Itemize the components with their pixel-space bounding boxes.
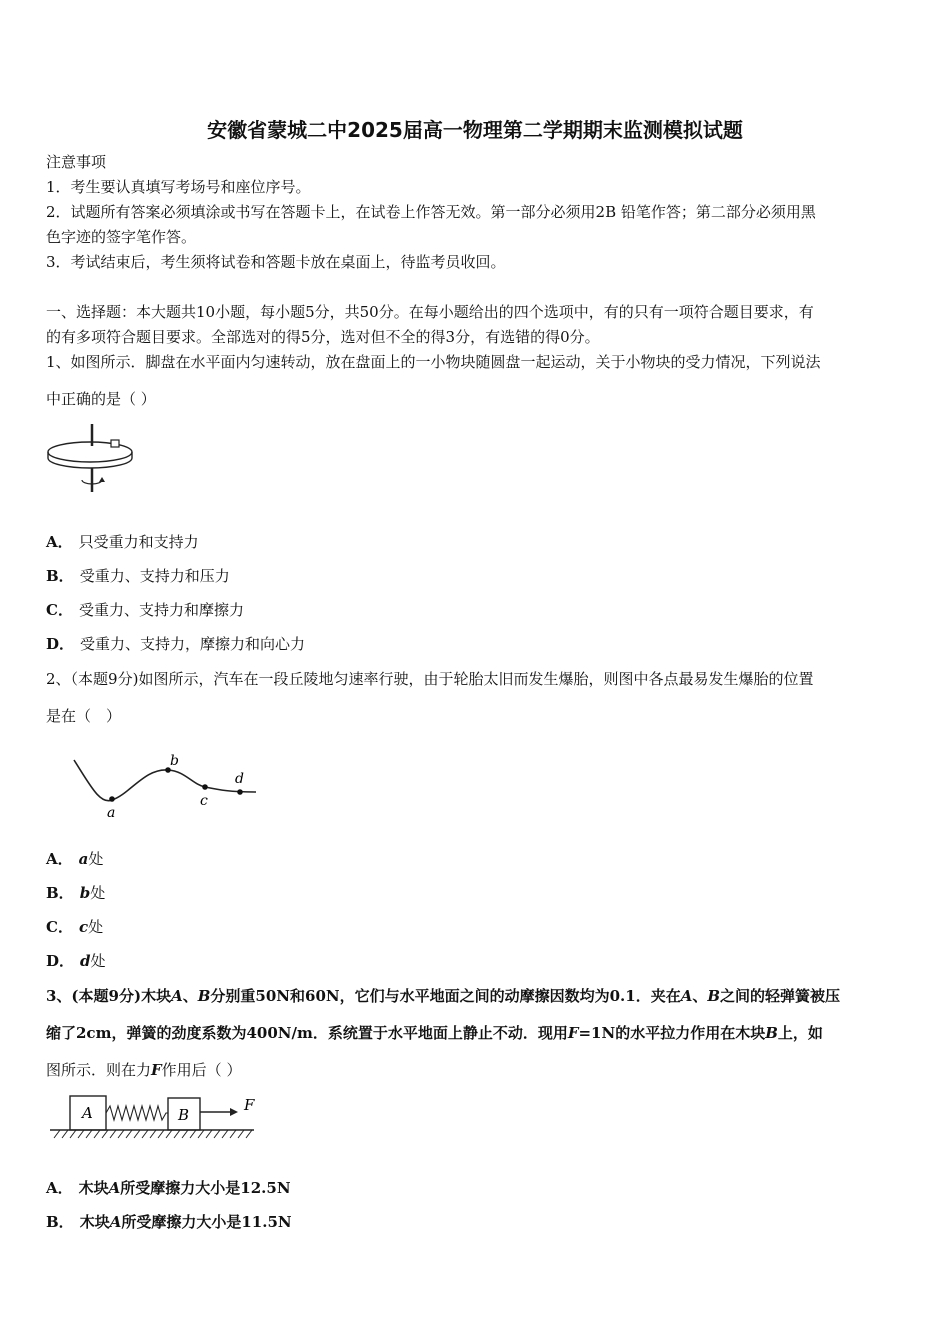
q1-option-b: B． 受重力、支持力和压力 (46, 567, 230, 585)
notice-item: 1．考生要认真填写考场号和座位序号。 (46, 178, 311, 196)
q3-option-b: B． 木块A所受摩擦力大小是11.5N (46, 1213, 292, 1231)
q1-option-a: A． 只受重力和支持力 (46, 533, 199, 551)
notice-item: 3．考试结束后，考生须将试卷和答题卡放在桌面上，待监考员收回。 (46, 253, 506, 271)
q2-option-a: A． a处 (46, 850, 104, 868)
notice-item: 色字迹的签字笔作答。 (46, 228, 197, 246)
question-1-stem: 中正确的是（ ） (46, 390, 156, 408)
point-d-label: d (235, 771, 244, 787)
rotating-disk-figure (44, 420, 140, 496)
q3-option-a: A． 木块A所受摩擦力大小是12.5N (46, 1179, 291, 1197)
block-a-label: A (82, 1104, 93, 1122)
notice-heading: 注意事项 (46, 153, 107, 171)
block-b-label: B (178, 1106, 190, 1124)
q1-option-c: C． 受重力、支持力和摩擦力 (46, 601, 244, 619)
question-3-stem: 缩了2cm，弹簧的劲度系数为400N/m．系统置于水平地面上静止不动．现用F=1N的水平拉力作用在木块B上，如 (46, 1024, 823, 1042)
question-2-stem: 2、（本题9分)如图所示，汽车在一段丘陵地匀速率行驶，由于轮胎太旧而发生爆胎，则图中各点最易发生爆胎的位置 (46, 670, 814, 688)
point-b-label: b (170, 753, 179, 769)
point-c-label: c (200, 793, 208, 809)
q1-option-d: D． 受重力、支持力，摩擦力和向心力 (46, 635, 306, 653)
page-title: 安徽省蒙城二中2025届高一物理第二学期期末监测模拟试题 (207, 118, 743, 142)
question-1-stem: 1、如图所示．脚盘在水平面内匀速转动，放在盘面上的一小物块随圆盘一起运动，关于小物块的受力情况，下列说法 (46, 353, 821, 371)
section-instructions: 的有多项符合题目要求。全部选对的得5分，选对但不全的得3分，有选错的得0分。 (46, 328, 600, 346)
question-3-stem: 3、(本题9分)木块A、B分别重50N和60N，它们与水平地面之间的动摩擦因数均为0.1．夹在A、B之间的轻弹簧被压 (46, 987, 841, 1005)
question-2-stem: 是在（ ） (46, 707, 122, 725)
section-instructions: 一、选择题：本大题共10小题，每小题5分，共50分。在每小题给出的四个选项中，有的只有一项符合题目要求，有 (46, 303, 814, 321)
q2-option-d: D． d处 (46, 952, 106, 970)
force-f-label: F (244, 1096, 255, 1114)
q2-option-b: B． b处 (46, 884, 106, 902)
q2-option-c: C． c处 (46, 918, 104, 936)
question-3-stem: 图所示．则在力F作用后（ ） (46, 1061, 242, 1079)
point-a-label: a (107, 805, 116, 821)
hill-road-figure (70, 750, 260, 824)
notice-item: 2．试题所有答案必须填涂或书写在答题卡上，在试卷上作答无效。第一部分必须用2B 铅笔作答；第二部分必须用黑 (46, 203, 816, 221)
blocks-spring-figure (46, 1090, 262, 1144)
